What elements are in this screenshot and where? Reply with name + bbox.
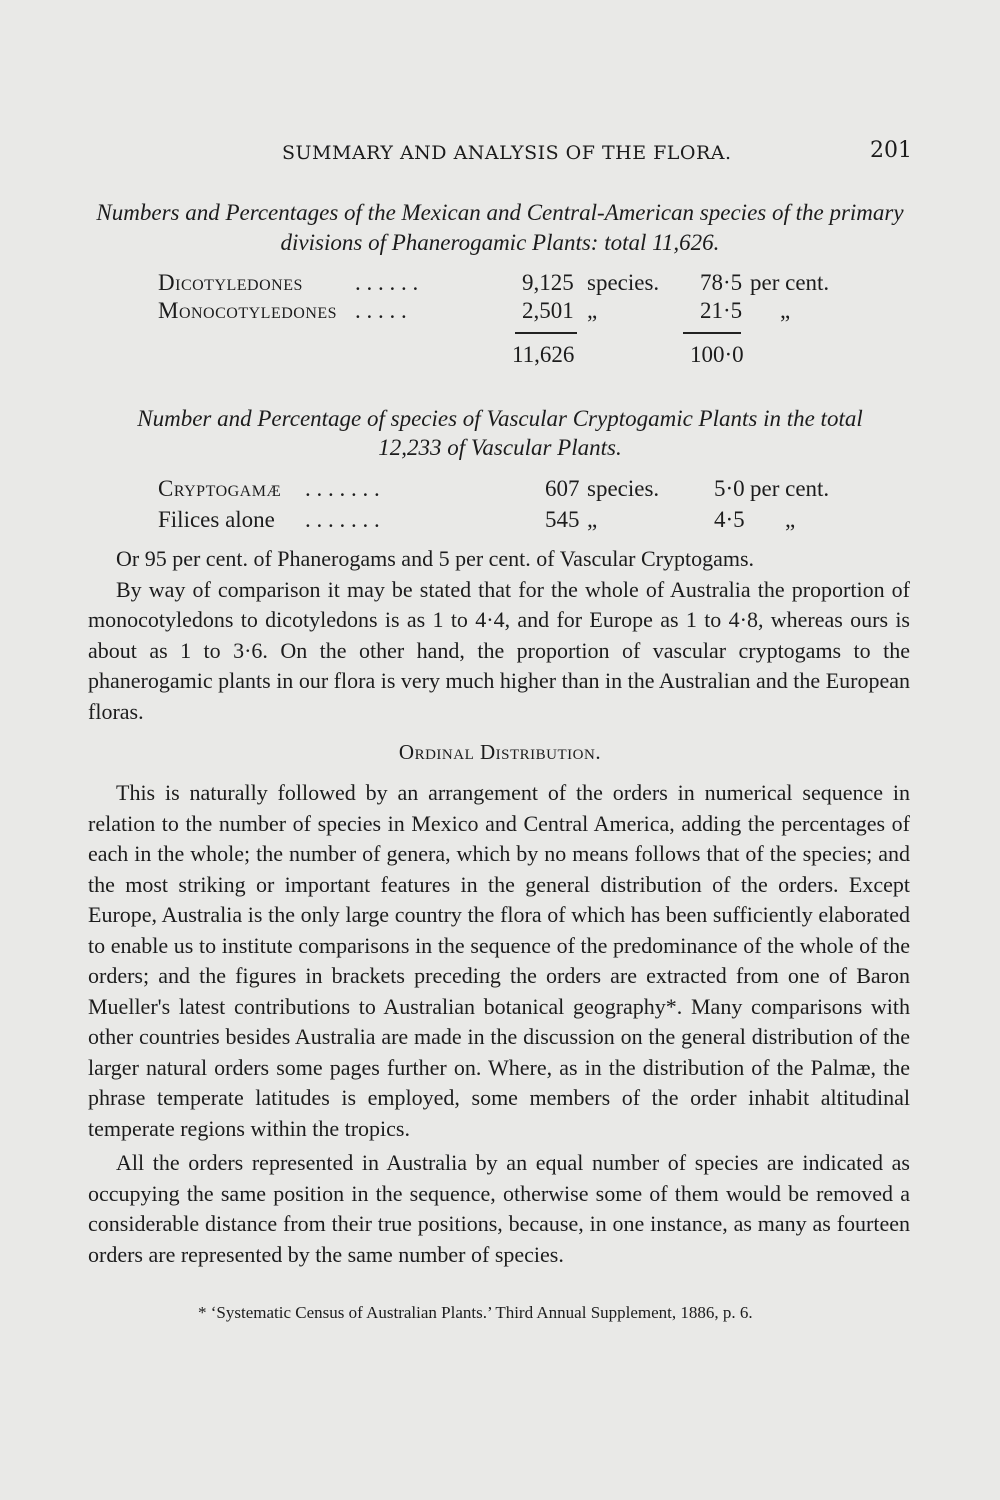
table2-row-percent-unit: per cent. [750, 476, 830, 501]
table2-row-percent: 4·5 [714, 507, 745, 532]
body-block-2 [88, 778, 910, 1270]
table2-row-dots: . . . . . . . [305, 507, 380, 532]
table2-row-percent: 5·0 [714, 476, 745, 501]
table2-row-percent-unit: „ [785, 507, 796, 532]
table2-row-count: 545 [545, 507, 580, 532]
table2-row-unit: „ [587, 507, 598, 532]
table1-total-percent: 100·0 [690, 342, 744, 367]
table1-row-dots: . . . . . [355, 298, 407, 323]
table1-row-name: Dicotyledones [158, 270, 303, 295]
body-paragraph: All the orders represented in Australia by an equal number of species are indicated as occupying the same position in the sequence, otherwise some of them would be removed a considerable distance from their true positions, because, in one instance, as many as fourteen orders are represented by the same number of species. [88, 1150, 910, 1267]
table1-row-percent: 78·5 [700, 270, 743, 295]
body-paragraph: This is naturally followed by an arrangement of the orders in numerical sequence in relation to the number of species in Mexico and Central America, adding the percentages of each in the whole; the number of genera, which by no means follows that of the species; and the most striking or important features in the general distribution of the orders. Except Europe, Australia is the only large country the flora of which has been sufficiently elaborated to enable us to institute comparisons in the sequence of the predominance of the whole of the orders; and the figures in brackets preceding the orders are extracted from one of Baron Mueller's latest contributions to Australian botanical geography*. Many comparisons with other countries besides Australia are made in the discussion on the general distribution of the larger natural orders some pages further on. Where, as in the distribution of the Palmæ, the phrase temperate latitudes is employed, some members of the order inhabit altitudinal temperate regions within the tropics. [88, 780, 910, 1141]
section-heading: Ordinal Distribution. [398, 740, 602, 764]
table1-row-count: 2,501 [522, 298, 574, 323]
table1-caption-line2: divisions of Phanerogamic Plants: total 11,626. [280, 230, 720, 255]
table2-row-name: Cryptogamæ [158, 476, 282, 501]
table1-row-percent-unit: „ [780, 298, 791, 323]
table1-row-dots: . . . . . . [355, 270, 419, 295]
page-number: 201 [870, 138, 912, 163]
table1-row-count: 9,125 [522, 270, 574, 295]
table1-row-percent: 21·5 [700, 298, 743, 323]
table1-sum-rule [683, 332, 741, 334]
running-title: SUMMARY AND ANALYSIS OF THE FLORA. [282, 142, 732, 164]
table1-caption-line1: Numbers and Percentages of the Mexican and Central-American species of the primary [96, 200, 904, 225]
footnote: * ‘Systematic Census of Australian Plants.’ Third Annual Supplement, 1886, p. 6. [198, 1303, 753, 1322]
table1-row-name: Monocotyledones [158, 298, 338, 323]
body-block-1 [88, 544, 910, 727]
body-paragraph: By way of comparison it may be stated that for the whole of Australia the proportion of monocotyledons to dicotyledons is as 1 to 4·4, and for Europe as 1 to 4·8, whereas ours is about as 1 to 3·6. On the other hand, the proportion of vascular cryptogams to the phanerogamic plants in our flora is very much higher than in the Australian and the European floras. [88, 576, 910, 724]
table1-row-unit: species. [587, 270, 660, 295]
table1-row-unit: „ [587, 298, 598, 323]
table1-row-percent-unit: per cent. [750, 270, 830, 295]
table1-sum-rule [515, 332, 577, 334]
body-paragraph: Or 95 per cent. of Phanerogams and 5 per cent. of Vascular Cryptogams. [116, 546, 755, 571]
table1-total-count: 11,626 [512, 342, 575, 367]
table2-row-name: Filices alone [158, 507, 275, 532]
table2-row-dots: . . . . . . . [305, 476, 380, 501]
table2-row-count: 607 [545, 476, 580, 501]
table2-caption-line2: 12,233 of Vascular Plants. [378, 435, 622, 460]
table2-caption-line1: Number and Percentage of species of Vascular Cryptogamic Plants in the total [137, 406, 863, 431]
table2-row-unit: species. [587, 476, 660, 501]
